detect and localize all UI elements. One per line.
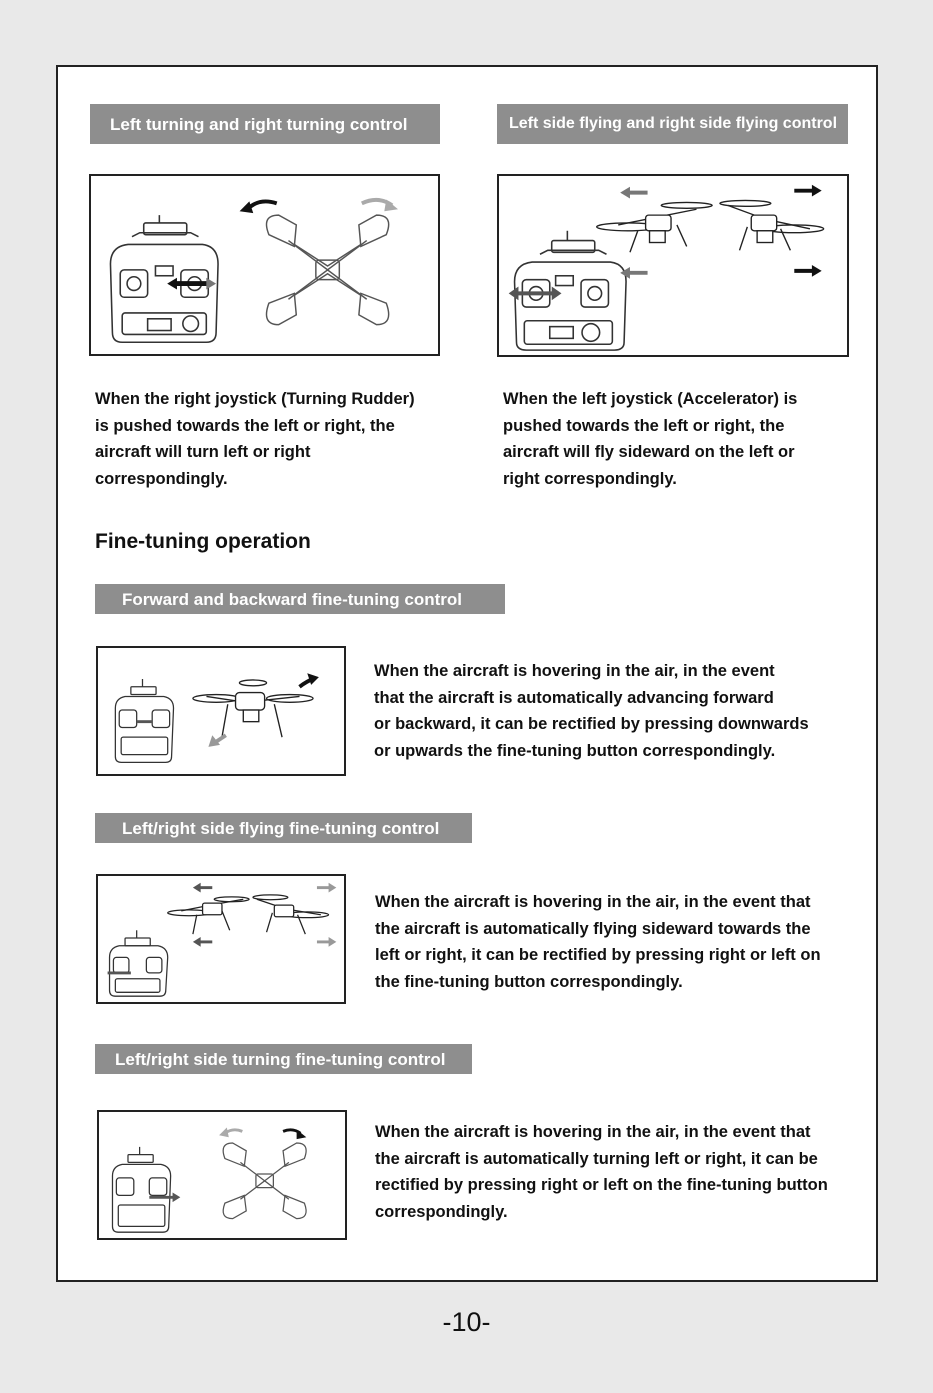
turning-control-illustration [89, 174, 440, 356]
fine-tuning-title: Fine-tuning operation [95, 530, 311, 553]
transmitter-and-two-quadcopters-small-drawing [98, 876, 344, 1002]
side-flying-fine-tuning-banner: Left/right side flying fine-tuning control [95, 813, 472, 843]
transmitter-and-quadcopter-top-view-drawing [91, 176, 438, 354]
transmitter-and-tilted-quadcopter-drawing [98, 648, 344, 774]
side-turning-fine-tuning-description: When the aircraft is hovering in the air, in the event that the aircraft is automatically turning left or right, it can be rectified by pressing right or left on the fine-tuning button correspondingly. [375, 1123, 828, 1222]
page-number: -10- [442, 1307, 491, 1337]
side-flying-control-banner: Left side flying and right side flying control [497, 104, 848, 144]
forward-backward-fine-tuning-banner: Forward and backward fine-tuning control [95, 584, 505, 614]
transmitter-and-quadcopter-top-view-small-drawing [99, 1112, 345, 1238]
forward-backward-fine-tuning-description: When the aircraft is hovering in the air, in the event that the aircraft is automatically advancing forward or backward, it can be rectified by pressing downwards or upwards the fine-tuning button correspondingly. [374, 662, 809, 761]
side-flying-fine-tuning-description: When the aircraft is hovering in the air, in the event that the aircraft is automatically flying sideward towards the left or right, it can be rectified by pressing right or left on the fine-tuning button correspondingly. [375, 893, 821, 992]
forward-backward-fine-tuning-illustration [96, 646, 346, 776]
side-flying-control-illustration [497, 174, 849, 357]
side-flying-fine-tuning-illustration [96, 874, 346, 1004]
turning-control-description: When the right joystick (Turning Rudder) is pushed towards the left or right, the aircraft will turn left or right correspondingly. [95, 390, 415, 489]
side-turning-fine-tuning-illustration [97, 1110, 347, 1240]
side-flying-control-description: When the left joystick (Accelerator) is pushed towards the left or right, the aircraft will fly sideward on the left or right correspondingly. [503, 390, 798, 489]
turning-control-banner: Left turning and right turning control [90, 104, 440, 144]
transmitter-and-two-quadcopters-drawing [499, 176, 847, 355]
side-turning-fine-tuning-banner: Left/right side turning fine-tuning control [95, 1044, 472, 1074]
